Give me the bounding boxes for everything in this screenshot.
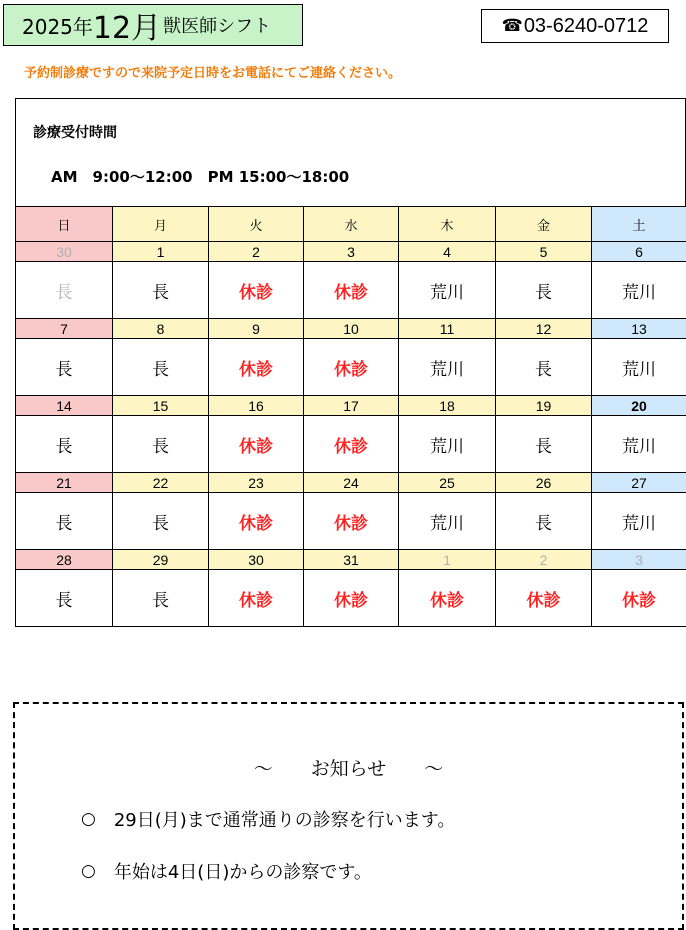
reservation-notice: 予約制診療ですので来院予定日時をお電話にてご連絡ください。 [24, 66, 402, 81]
closed-cell: 休診 [496, 570, 592, 627]
date-cell: 5 [496, 242, 592, 262]
date-cell: 25 [399, 473, 496, 493]
closed-cell: 休診 [209, 493, 304, 550]
announcement-text: 年始は4日(日)からの診察です。 [113, 862, 372, 883]
date-cell: 2 [209, 242, 304, 262]
circle-bullet-icon: ○ [81, 809, 96, 829]
shift-cell: 長 [16, 570, 113, 627]
date-cell: 6 [592, 242, 686, 262]
closed-cell: 休診 [209, 416, 304, 473]
date-cell: 3 [304, 242, 399, 262]
shift-cell: 荒川 [399, 493, 496, 550]
weekday-header: 月 [113, 207, 209, 242]
shift-row [16, 493, 686, 550]
shift-row [16, 339, 686, 396]
shift-cell: 荒川 [399, 339, 496, 396]
shift-cell: 長 [113, 416, 209, 473]
weekday-header: 水 [304, 207, 399, 242]
date-row [16, 319, 686, 339]
announcement-item [81, 858, 372, 884]
closed-cell: 休診 [209, 262, 304, 319]
date-cell: 20 [592, 396, 686, 416]
announcement-item [81, 806, 455, 832]
weekday-header: 日 [16, 207, 113, 242]
shift-cell: 荒川 [592, 416, 686, 473]
date-cell: 30 [16, 242, 113, 262]
date-row [16, 473, 686, 493]
weekday-header: 火 [209, 207, 304, 242]
date-cell: 23 [209, 473, 304, 493]
closed-cell: 休診 [209, 339, 304, 396]
weekday-header-row [16, 207, 686, 242]
date-row [16, 396, 686, 416]
shift-cell: 長 [113, 570, 209, 627]
closed-cell: 休診 [304, 570, 399, 627]
date-cell: 18 [399, 396, 496, 416]
date-cell: 28 [16, 550, 113, 570]
telephone-icon: ☎ [501, 16, 523, 35]
closed-cell: 休診 [209, 570, 304, 627]
date-cell: 21 [16, 473, 113, 493]
date-cell: 1 [399, 550, 496, 570]
date-cell: 15 [113, 396, 209, 416]
date-cell: 9 [209, 319, 304, 339]
title-subtitle: 獣医師シフト [163, 16, 272, 37]
shift-cell: 長 [113, 339, 209, 396]
date-cell: 24 [304, 473, 399, 493]
date-row [16, 242, 686, 262]
date-cell: 22 [113, 473, 209, 493]
title-year: 2025年 [22, 14, 93, 39]
shift-cell: 長 [16, 339, 113, 396]
hours-text: AM 9:00〜12:00 PM 15:00〜18:00 [51, 168, 350, 186]
shift-cell: 長 [496, 262, 592, 319]
phone-number: 03-6240-0712 [523, 14, 649, 37]
shift-cell: 長 [16, 493, 113, 550]
date-cell: 4 [399, 242, 496, 262]
shift-cell: 長 [496, 416, 592, 473]
shift-cell: 長 [16, 416, 113, 473]
date-cell: 11 [399, 319, 496, 339]
date-cell: 7 [16, 319, 113, 339]
date-cell: 13 [592, 319, 686, 339]
shift-cell: 長 [16, 262, 113, 319]
date-cell: 16 [209, 396, 304, 416]
date-cell: 14 [16, 396, 113, 416]
closed-cell: 休診 [304, 262, 399, 319]
announcement-title: 〜 お知らせ 〜 [253, 758, 444, 780]
shift-cell: 荒川 [592, 339, 686, 396]
date-cell: 3 [592, 550, 686, 570]
closed-cell: 休診 [304, 416, 399, 473]
date-cell: 19 [496, 396, 592, 416]
shift-cell: 長 [113, 493, 209, 550]
weekday-header: 金 [496, 207, 592, 242]
shift-cell: 長 [113, 262, 209, 319]
shift-cell: 荒川 [592, 493, 686, 550]
shift-cell: 長 [496, 339, 592, 396]
closed-cell: 休診 [399, 570, 496, 627]
closed-cell: 休診 [304, 339, 399, 396]
date-cell: 12 [496, 319, 592, 339]
phone-box [481, 9, 669, 43]
date-cell: 10 [304, 319, 399, 339]
date-cell: 26 [496, 473, 592, 493]
date-cell: 29 [113, 550, 209, 570]
date-cell: 31 [304, 550, 399, 570]
shift-calendar [15, 206, 686, 627]
title-month: 12月 [92, 11, 162, 46]
closed-cell: 休診 [592, 570, 686, 627]
announcement-box [13, 702, 684, 930]
date-row [16, 550, 686, 570]
shift-cell: 荒川 [399, 416, 496, 473]
date-cell: 8 [113, 319, 209, 339]
closed-cell: 休診 [304, 493, 399, 550]
date-cell: 1 [113, 242, 209, 262]
weekday-header: 木 [399, 207, 496, 242]
date-cell: 27 [592, 473, 686, 493]
shift-cell: 荒川 [592, 262, 686, 319]
date-cell: 17 [304, 396, 399, 416]
date-cell: 30 [209, 550, 304, 570]
hours-header [15, 98, 686, 207]
shift-row [16, 570, 686, 627]
date-cell: 2 [496, 550, 592, 570]
circle-bullet-icon: ○ [81, 861, 96, 881]
title-box [3, 4, 303, 46]
shift-row [16, 262, 686, 319]
hours-heading: 診療受付時間 [33, 125, 117, 141]
announcement-text: 29日(月)まで通常通りの診察を行います。 [113, 810, 456, 831]
shift-cell: 荒川 [399, 262, 496, 319]
shift-row [16, 416, 686, 473]
weekday-header: 土 [592, 207, 686, 242]
shift-cell: 長 [496, 493, 592, 550]
